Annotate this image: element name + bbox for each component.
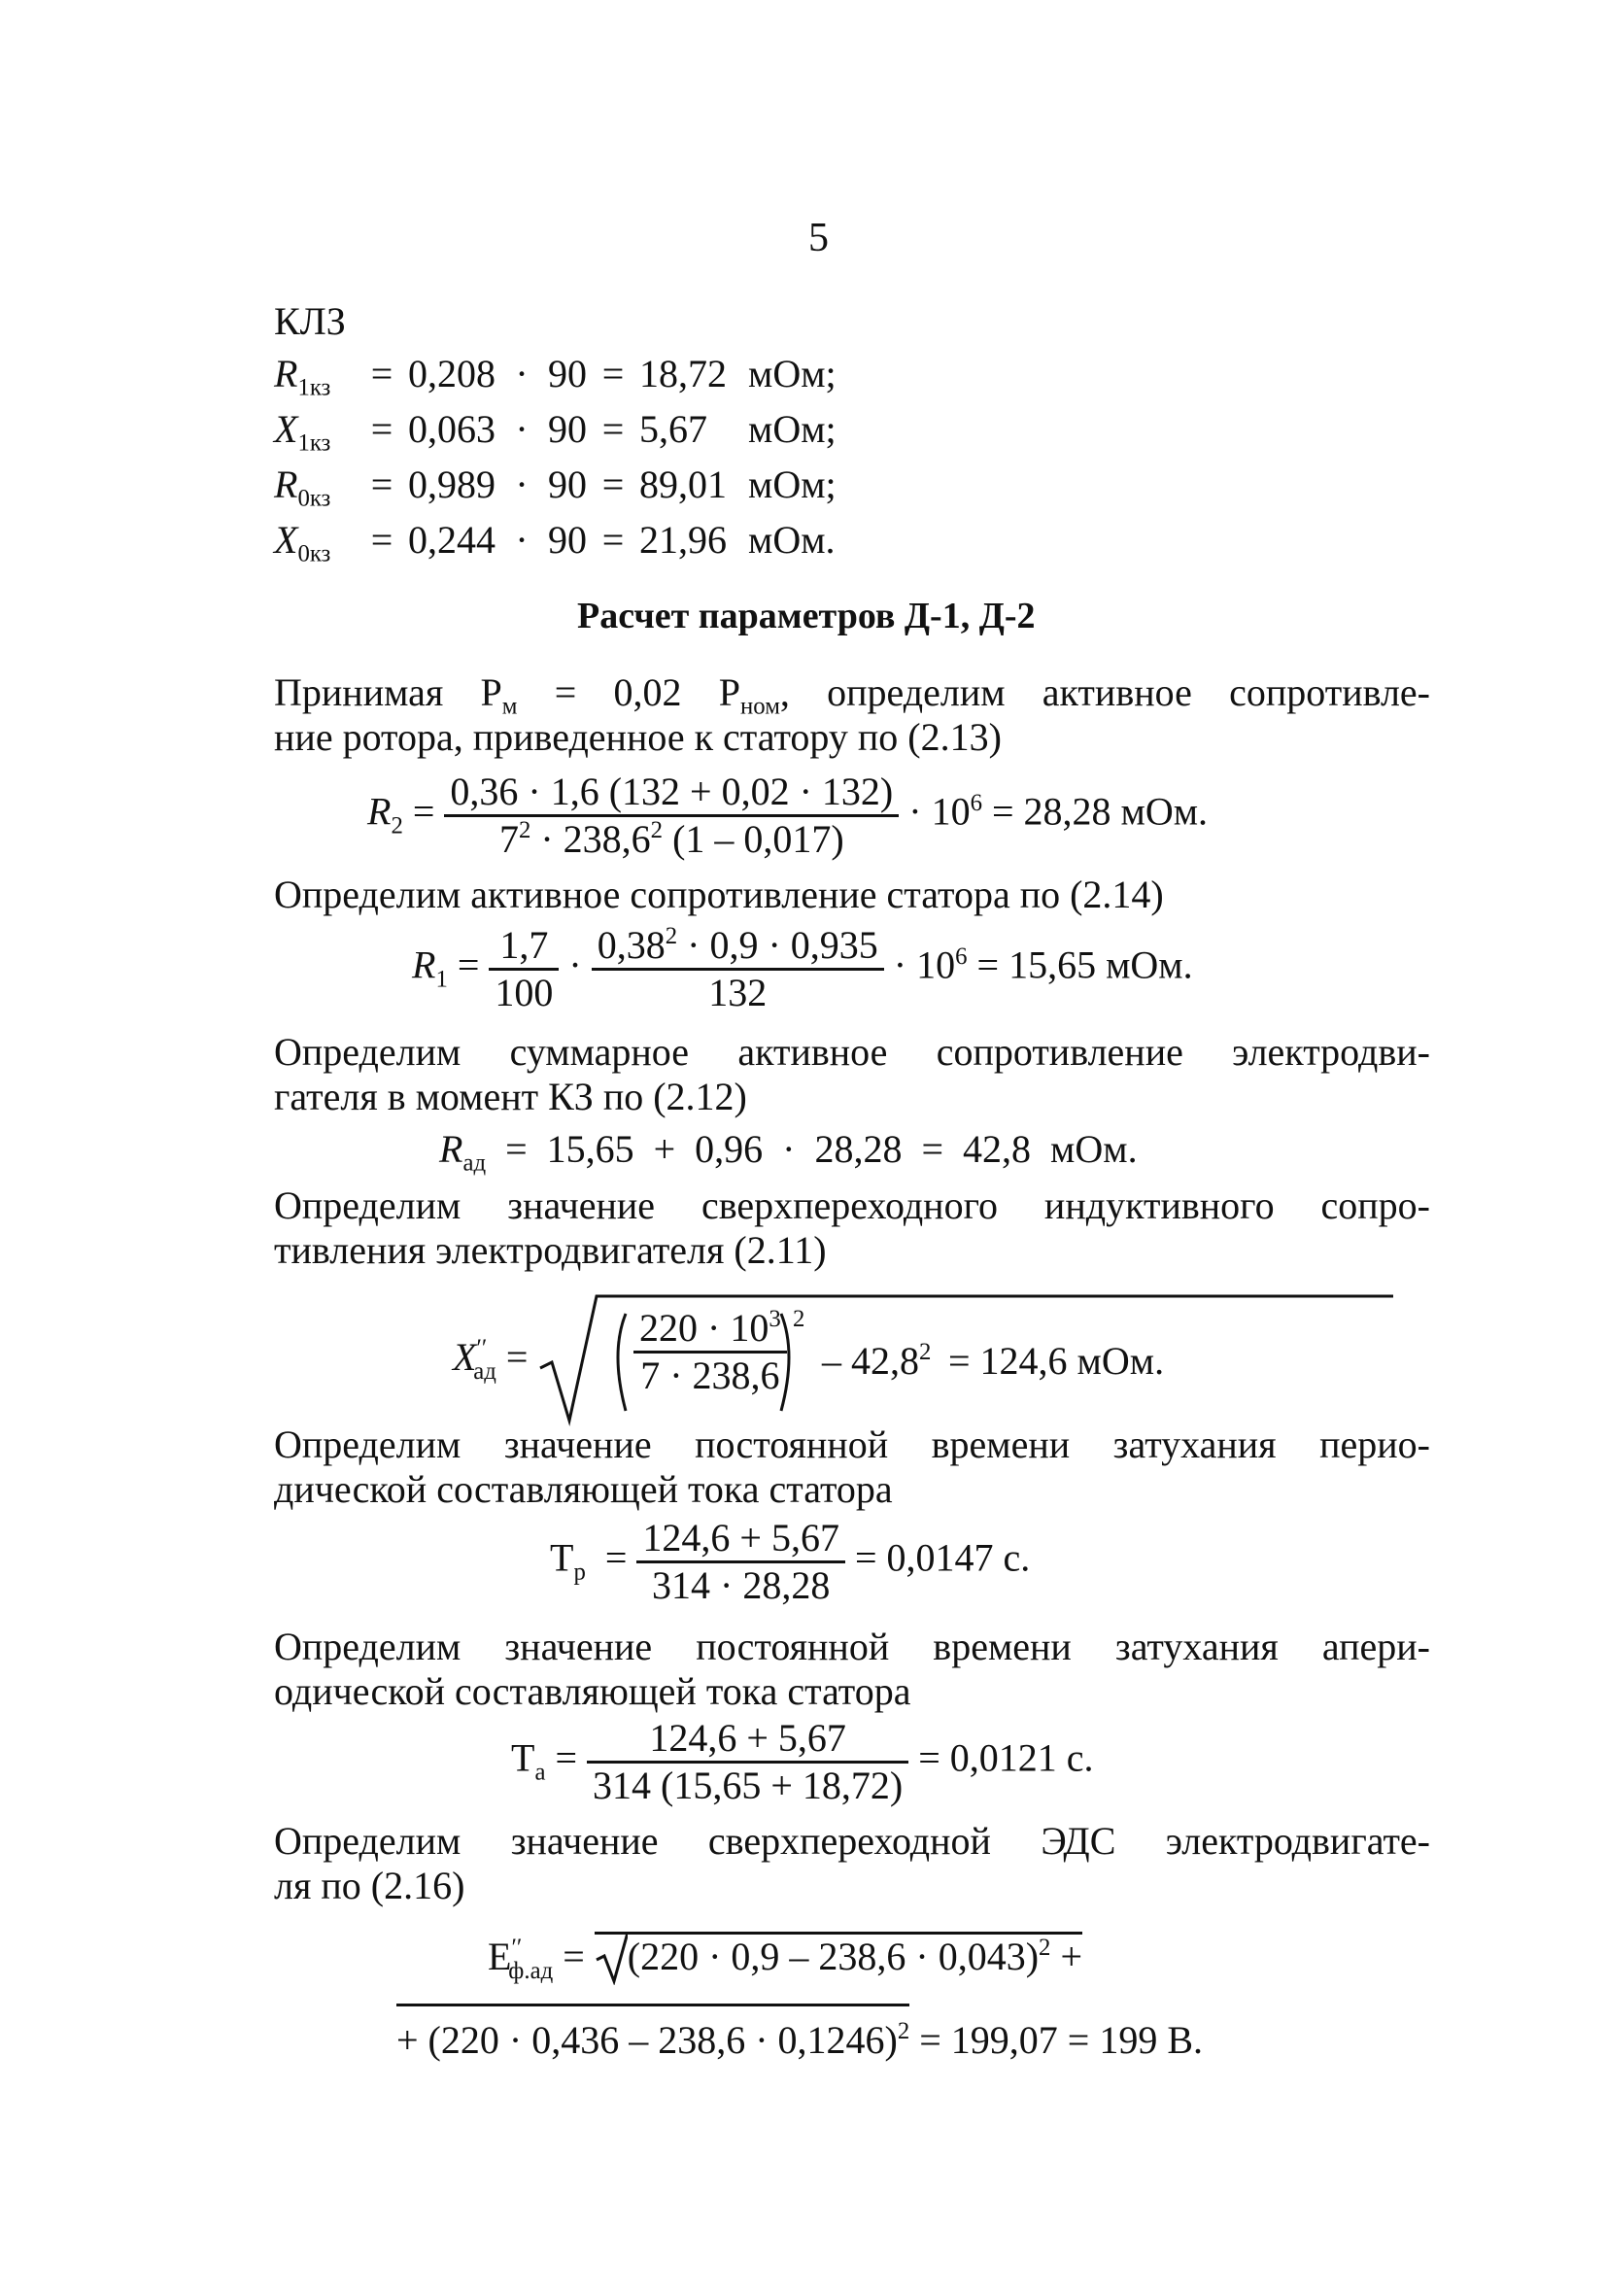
paragraph-5-line-2: дической составляющей тока статора: [274, 1467, 893, 1511]
param-row: [274, 407, 837, 463]
equation-eph: $E''_{ф.ад}$ = $(220 \cdot 0,9 - 238,6 \cdot 0,043)^2$ +: [488, 1932, 1082, 1979]
param-symbol: R: [274, 463, 298, 506]
param-list: [274, 352, 837, 573]
param-coefficient: 0,244: [408, 518, 495, 562]
equals-sign: =: [601, 463, 625, 506]
radical-sign-2: [595, 1931, 628, 1985]
equals-sign: =: [370, 352, 393, 395]
param-length: 90: [548, 352, 587, 395]
param-length: 90: [548, 407, 587, 451]
param-result: 89,01: [639, 463, 727, 506]
paragraph-2: Определим активное сопротивление статора по (2.14): [274, 873, 1164, 916]
equation-r2: $R_2$ = $\frac{0,36 \cdot 1,6 (132 + 0,02 \cdot 132)}{7^2 \cdot 238,6^2 (1 - 0,017)}$ · $10^6 = 28,28$ мОм.: [367, 770, 1209, 861]
param-row: [274, 352, 837, 407]
param-result: 18,72: [639, 352, 727, 395]
equals-sign: =: [601, 407, 625, 451]
paragraph-6-line-2: одической составляющей тока статора: [274, 1669, 911, 1713]
param-result: 21,96: [639, 518, 727, 562]
equals-sign: =: [601, 352, 625, 395]
param-unit: мОм;: [748, 407, 837, 451]
param-row: [274, 463, 837, 518]
paragraph-7-line-1: Определим значение сверхпереходной ЭДС электродвигате-: [274, 1819, 1430, 1863]
paragraph-3-line-1: Определим суммарное активное сопротивление электродви-: [274, 1030, 1430, 1074]
param-result: 5,67: [639, 407, 707, 451]
equation-tp: $T_р$ = $\frac{124,6 + 5,67}{314 \cdot 28,28}$ = 0,0147 с.: [550, 1516, 1031, 1607]
equals-sign: =: [370, 518, 393, 562]
multiply-sign: ·: [515, 352, 529, 395]
equation-eph-line-2: + $(220 \cdot 0,436 - 238,6 \cdot 0,1246)^2 = 199,07 = 199$ В.: [396, 2004, 1203, 2063]
param-unit: мОм;: [748, 352, 837, 395]
paragraph-3-line-2: гателя в момент КЗ по (2.12): [274, 1075, 747, 1118]
paragraph-1-line-2: ние ротора, приведенное к статору по (2.13): [274, 715, 1002, 759]
param-row: [274, 518, 837, 573]
param-subscript: 1кз: [297, 374, 331, 401]
param-subscript: 0кз: [297, 485, 331, 512]
param-symbol: X: [274, 518, 298, 562]
param-unit: мОм;: [748, 463, 837, 506]
multiply-sign: ·: [515, 407, 529, 451]
param-symbol: X: [274, 407, 298, 451]
section-heading: Расчет параметров Д-1, Д-2: [577, 596, 1036, 636]
param-length: 90: [548, 518, 587, 562]
equation-ta: $T_а$ = $\frac{124,6 + 5,67}{314 (15,65 + 18,72)}$ = 0,0121 с.: [511, 1716, 1094, 1807]
param-coefficient: 0,989: [408, 463, 495, 506]
param-coefficient: 0,063: [408, 407, 495, 451]
param-coefficient: 0,208: [408, 352, 495, 395]
multiply-sign: ·: [515, 518, 529, 562]
equals-sign: =: [370, 407, 393, 451]
paragraph-7-line-2: ля по (2.16): [274, 1864, 465, 1907]
paragraph-5-line-1: Определим значение постоянной времени затухания перио-: [274, 1422, 1430, 1466]
equation-rad: $R_{ад} = 15,65 + 0,96 \cdot 28,28 = 42,8$ мОм.: [439, 1127, 1138, 1177]
param-symbol: R: [274, 352, 298, 395]
param-subscript: 0кз: [297, 540, 331, 567]
paragraph-1-line-1: Принимая $Р_м = 0,02$ $Р_{ном}$, определим активное сопротивле-: [274, 670, 1431, 720]
paragraph-6-line-1: Определим значение постоянной времени затухания апери-: [274, 1625, 1430, 1668]
paragraph-4-line-2: тивления электродвигателя (2.11): [274, 1228, 827, 1272]
equals-sign: =: [601, 518, 625, 562]
section-title: КЛЗ: [274, 299, 346, 343]
page-number: 5: [808, 216, 829, 260]
equation-r1: $R_1$ = $\frac{1,7}{100}$ · $\frac{0,38^2 \cdot 0,9 \cdot 0,935}{132}$ · $10^6 = 15,65$ мОм.: [412, 923, 1193, 1014]
multiply-sign: ·: [515, 463, 529, 506]
param-subscript: 1кз: [297, 429, 331, 457]
paragraph-4-line-1: Определим значение сверхпереходного индуктивного сопро-: [274, 1183, 1430, 1227]
equals-sign: =: [370, 463, 393, 506]
param-length: 90: [548, 463, 587, 506]
param-unit: мОм.: [748, 518, 836, 562]
